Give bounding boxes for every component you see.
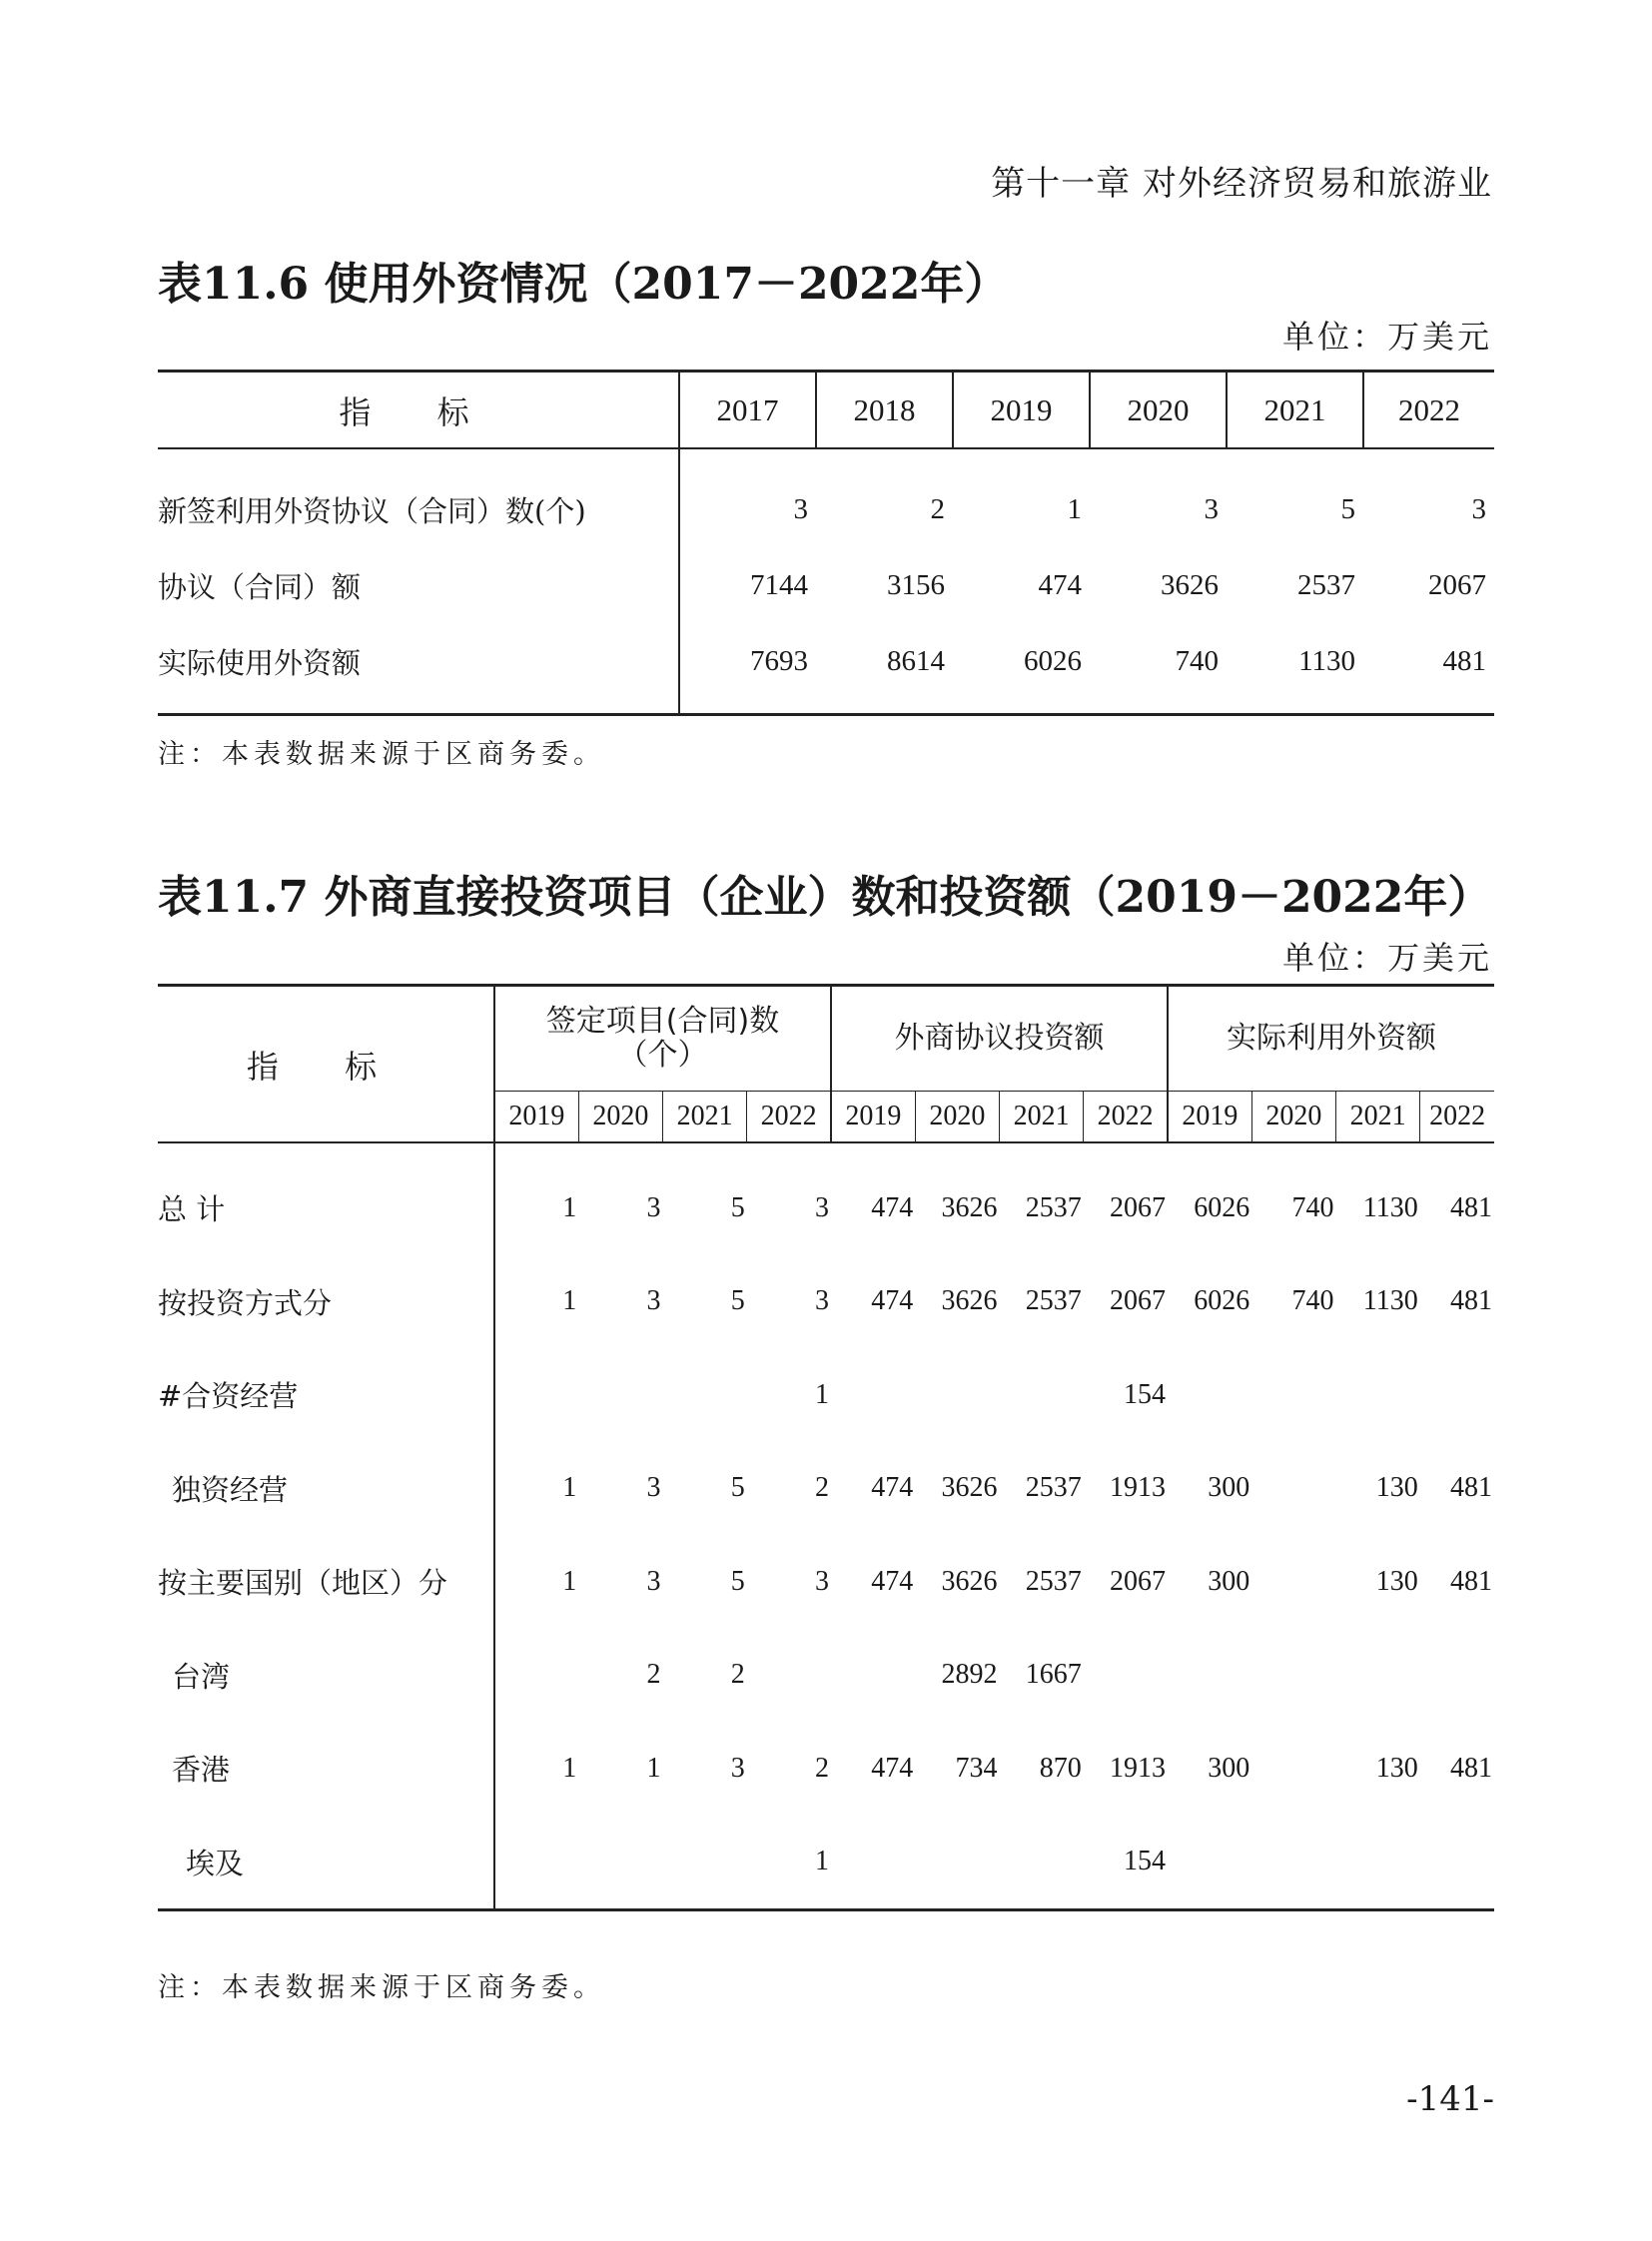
cell-value: 7144 bbox=[750, 568, 808, 601]
table-11-7-unit: 单位：万美元 bbox=[1281, 939, 1492, 977]
table-11-7-title: 表11.7 外商直接投资项目（企业）数和投资额（2019－2022年） bbox=[158, 872, 1492, 923]
cell-value: 3626 bbox=[1161, 568, 1219, 601]
header-year: 2022 bbox=[747, 1092, 831, 1143]
header-year: 2021 bbox=[1336, 1092, 1420, 1143]
header-year: 2018 bbox=[816, 372, 953, 449]
cell-value: 1667 bbox=[1025, 1659, 1082, 1691]
header-year: 2020 bbox=[1251, 1092, 1335, 1143]
cell-value bbox=[1168, 1348, 1251, 1442]
table-11-6-note: 注：本表数据来源于区商务委。 bbox=[158, 739, 605, 770]
table-row bbox=[158, 1722, 1494, 1816]
cell-value: 5 bbox=[1340, 492, 1355, 525]
cell-value bbox=[1251, 1816, 1335, 1910]
header-year: 2022 bbox=[1084, 1092, 1168, 1143]
cell-value: 2 bbox=[815, 1752, 829, 1784]
cell-value: 2537 bbox=[1297, 568, 1355, 601]
cell-value bbox=[915, 1348, 999, 1442]
cell-value: 481 bbox=[1450, 1565, 1492, 1597]
cell-value: 740 bbox=[1175, 644, 1219, 677]
page-number: -141- bbox=[1406, 2079, 1494, 2119]
cell-value: 2537 bbox=[1025, 1565, 1082, 1597]
cell-value bbox=[1420, 1348, 1494, 1442]
chapter-heading: 第十一章 对外经济贸易和旅游业 bbox=[991, 164, 1492, 204]
cell-value: 3 bbox=[793, 492, 808, 525]
header-year: 2020 bbox=[915, 1092, 999, 1143]
cell-value: 6026 bbox=[1194, 1285, 1250, 1317]
cell-value: 1 bbox=[562, 1472, 577, 1504]
cell-value: 481 bbox=[1450, 1472, 1492, 1504]
cell-value bbox=[1000, 1816, 1084, 1910]
cell-value: 1130 bbox=[1298, 644, 1355, 677]
table-row bbox=[158, 1816, 1494, 1910]
header-year: 2020 bbox=[1090, 372, 1227, 449]
header-year: 2017 bbox=[679, 372, 816, 449]
header-year: 2021 bbox=[663, 1092, 747, 1143]
cell-value: 3 bbox=[1471, 492, 1486, 525]
cell-value: 1 bbox=[562, 1752, 577, 1784]
cell-value: 5 bbox=[730, 1472, 745, 1504]
cell-value: 3 bbox=[646, 1565, 661, 1597]
table-11-6-title: 表11.6 使用外资情况（2017－2022年） bbox=[158, 259, 1009, 310]
cell-value bbox=[1251, 1629, 1335, 1723]
cell-value: 740 bbox=[1291, 1191, 1334, 1223]
cell-value: 1913 bbox=[1110, 1472, 1166, 1504]
row-label: 按投资方式分 bbox=[158, 1255, 494, 1349]
cell-value bbox=[494, 1816, 578, 1910]
header-year: 2019 bbox=[494, 1092, 578, 1143]
cell-value: 154 bbox=[1124, 1378, 1166, 1410]
cell-value: 3156 bbox=[887, 568, 945, 601]
header-year: 2020 bbox=[578, 1092, 662, 1143]
cell-value: 130 bbox=[1375, 1752, 1418, 1784]
cell-value: 3 bbox=[730, 1752, 745, 1784]
cell-value: 300 bbox=[1208, 1752, 1250, 1784]
header-year: 2021 bbox=[1227, 372, 1363, 449]
cell-value: 5 bbox=[730, 1191, 745, 1223]
cell-value: 474 bbox=[1038, 568, 1082, 601]
cell-value bbox=[494, 1348, 578, 1442]
cell-value: 2 bbox=[646, 1659, 661, 1691]
table-row bbox=[158, 1142, 1494, 1255]
cell-value: 2067 bbox=[1110, 1285, 1166, 1317]
cell-value bbox=[663, 1816, 747, 1910]
cell-value: 1 bbox=[646, 1752, 661, 1784]
cell-value: 474 bbox=[871, 1285, 914, 1317]
cell-value bbox=[1000, 1348, 1084, 1442]
cell-value: 3 bbox=[815, 1565, 829, 1597]
cell-value: 481 bbox=[1450, 1285, 1492, 1317]
row-label: 埃及 bbox=[158, 1816, 494, 1910]
cell-value bbox=[1251, 1722, 1335, 1816]
cell-value: 3626 bbox=[941, 1285, 998, 1317]
header-year: 2019 bbox=[1168, 1092, 1251, 1143]
header-indicator: 指 标 bbox=[158, 986, 494, 1143]
table-row bbox=[158, 623, 1494, 715]
cell-value: 130 bbox=[1375, 1565, 1418, 1597]
cell-value: 5 bbox=[730, 1285, 745, 1317]
table-row bbox=[158, 547, 1494, 623]
cell-value bbox=[1251, 1442, 1335, 1536]
cell-value: 7693 bbox=[750, 644, 808, 677]
cell-value bbox=[494, 1629, 578, 1723]
table-11-6 bbox=[158, 370, 1494, 716]
cell-value: 2 bbox=[730, 1659, 745, 1691]
table-row bbox=[158, 1255, 1494, 1349]
table-row bbox=[158, 1442, 1494, 1536]
cell-value: 2537 bbox=[1025, 1285, 1082, 1317]
cell-value: 2067 bbox=[1428, 568, 1486, 601]
header-year: 2019 bbox=[831, 1092, 915, 1143]
table-11-6-unit: 单位：万美元 bbox=[1281, 318, 1492, 356]
cell-value: 3626 bbox=[941, 1191, 998, 1223]
cell-value bbox=[1336, 1816, 1420, 1910]
cell-value: 1 bbox=[562, 1191, 577, 1223]
header-indicator: 指 标 bbox=[158, 372, 679, 449]
cell-value: 6026 bbox=[1194, 1191, 1250, 1223]
cell-value: 474 bbox=[871, 1472, 914, 1504]
cell-value: 130 bbox=[1375, 1472, 1418, 1504]
cell-value: 1130 bbox=[1362, 1191, 1418, 1223]
cell-value: 2892 bbox=[941, 1659, 998, 1691]
cell-value: 3 bbox=[646, 1191, 661, 1223]
header-group-contracts: 签定项目(合同)数 （个） bbox=[494, 986, 831, 1092]
cell-value bbox=[1336, 1348, 1420, 1442]
header-group-actual-investment: 实际利用外资额 bbox=[1168, 986, 1494, 1092]
cell-value: 2 bbox=[930, 492, 945, 525]
cell-value: 6026 bbox=[1024, 644, 1082, 677]
cell-value bbox=[663, 1348, 747, 1442]
cell-value: 1 bbox=[1067, 492, 1082, 525]
cell-value: 3 bbox=[815, 1191, 829, 1223]
header-year: 2022 bbox=[1363, 372, 1494, 449]
cell-value: 481 bbox=[1442, 644, 1486, 677]
cell-value: 3 bbox=[815, 1285, 829, 1317]
cell-value: 740 bbox=[1291, 1285, 1334, 1317]
cell-value: 474 bbox=[871, 1565, 914, 1597]
row-label: 按主要国别（地区）分 bbox=[158, 1535, 494, 1629]
cell-value: 8614 bbox=[887, 644, 945, 677]
row-label: 台湾 bbox=[158, 1629, 494, 1723]
table-11-7 bbox=[158, 984, 1494, 1911]
cell-value: 2537 bbox=[1025, 1472, 1082, 1504]
table-header-row bbox=[158, 372, 1494, 449]
cell-value: 1 bbox=[815, 1846, 829, 1877]
row-label: 新签利用外资协议（合同）数(个) bbox=[158, 448, 679, 547]
cell-value bbox=[1168, 1629, 1251, 1723]
table-row bbox=[158, 1629, 1494, 1723]
cell-value: 1130 bbox=[1362, 1285, 1418, 1317]
cell-value: 3626 bbox=[941, 1472, 998, 1504]
cell-value bbox=[1168, 1816, 1251, 1910]
cell-value: 481 bbox=[1450, 1752, 1492, 1784]
row-label: 协议（合同）额 bbox=[158, 547, 679, 623]
cell-value: 1 bbox=[562, 1565, 577, 1597]
cell-value: 5 bbox=[730, 1565, 745, 1597]
header-group-agreed-investment: 外商协议投资额 bbox=[831, 986, 1168, 1092]
cell-value bbox=[831, 1629, 915, 1723]
header-year: 2021 bbox=[1000, 1092, 1084, 1143]
cell-value: 481 bbox=[1450, 1191, 1492, 1223]
row-label: 实际使用外资额 bbox=[158, 623, 679, 715]
cell-value: 474 bbox=[871, 1191, 914, 1223]
cell-value bbox=[578, 1816, 662, 1910]
cell-value: 3626 bbox=[941, 1565, 998, 1597]
cell-value: 870 bbox=[1039, 1752, 1082, 1784]
cell-value: 3 bbox=[1204, 492, 1219, 525]
cell-value bbox=[915, 1816, 999, 1910]
cell-value: 734 bbox=[955, 1752, 998, 1784]
header-year: 2019 bbox=[953, 372, 1090, 449]
row-label: 香港 bbox=[158, 1722, 494, 1816]
cell-value: 1 bbox=[815, 1378, 829, 1410]
cell-value bbox=[1251, 1348, 1335, 1442]
cell-value bbox=[1420, 1629, 1494, 1723]
cell-value bbox=[831, 1348, 915, 1442]
table-11-7-note: 注：本表数据来源于区商务委。 bbox=[158, 1972, 605, 2003]
cell-value bbox=[1251, 1535, 1335, 1629]
cell-value bbox=[747, 1629, 831, 1723]
cell-value: 2537 bbox=[1025, 1191, 1082, 1223]
cell-value: 2067 bbox=[1110, 1565, 1166, 1597]
cell-value bbox=[1420, 1816, 1494, 1910]
cell-value: 1 bbox=[562, 1285, 577, 1317]
table-row bbox=[158, 448, 1494, 547]
cell-value bbox=[831, 1816, 915, 1910]
table-row bbox=[158, 1348, 1494, 1442]
row-label: 独资经营 bbox=[158, 1442, 494, 1536]
cell-value bbox=[578, 1348, 662, 1442]
cell-value: 300 bbox=[1208, 1472, 1250, 1504]
cell-value: 2067 bbox=[1110, 1191, 1166, 1223]
header-year: 2022 bbox=[1420, 1092, 1494, 1143]
cell-value: 3 bbox=[646, 1472, 661, 1504]
cell-value: 300 bbox=[1208, 1565, 1250, 1597]
cell-value: 154 bbox=[1124, 1846, 1166, 1877]
row-label: #合资经营 bbox=[158, 1348, 494, 1442]
cell-value bbox=[1084, 1629, 1168, 1723]
cell-value: 3 bbox=[646, 1285, 661, 1317]
table-row bbox=[158, 1535, 1494, 1629]
cell-value bbox=[1336, 1629, 1420, 1723]
cell-value: 1913 bbox=[1110, 1752, 1166, 1784]
row-label: 总 计 bbox=[158, 1142, 494, 1255]
cell-value: 474 bbox=[871, 1752, 914, 1784]
cell-value: 2 bbox=[815, 1472, 829, 1504]
